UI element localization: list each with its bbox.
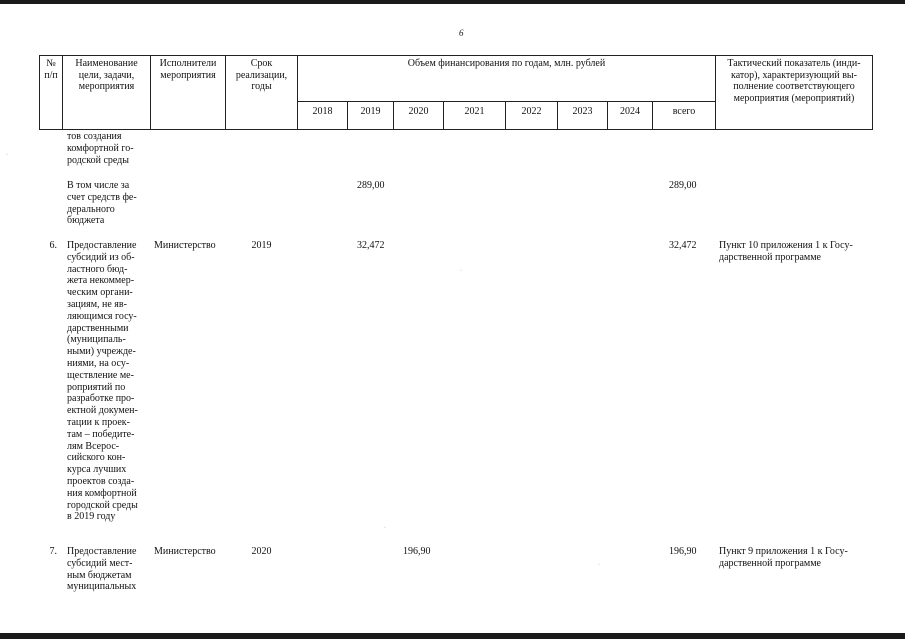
row-federal-total: 289,00 [669, 180, 697, 191]
header-top-border [39, 55, 873, 56]
row-continuation-name: тов создания комфортной го- родской среды [67, 131, 134, 166]
page-number: 6 [459, 28, 464, 38]
header-num: № п/п [44, 58, 58, 81]
row-7-total: 196,90 [669, 546, 697, 557]
header-bottom-border [39, 129, 873, 130]
row-6-term: 2019 [251, 240, 272, 251]
header-year-2022: 2022 [521, 106, 542, 117]
header-year-2023: 2023 [572, 106, 593, 117]
scan-speck: · [460, 268, 462, 274]
header-year-2020: 2020 [408, 106, 429, 117]
row-6-name: Предоставление субсидий из об- ластного бюд- жета некоммер- ческим органи- зациям, не яв- ляющимся госу- дарственными (муниципаль- ными) учрежде- ниями, на осу- ществление ме- роприятий по разработке про- ектной докумен- тации к проек- там – победите- лям Всерос- сийского кон- курса лучших проектов созда- ния комфортной городской среды в 2019 году [67, 240, 138, 523]
header-funding: Объем финансирования по годам, млн. рублей [407, 58, 606, 69]
row-6-executor: Министерство [154, 240, 216, 251]
top-scan-edge [0, 0, 905, 4]
bottom-scan-edge [0, 633, 905, 639]
header-total: всего [672, 106, 696, 117]
row-7-num: 7. [49, 546, 57, 557]
header-year-2018: 2018 [312, 106, 333, 117]
row-7-term: 2020 [251, 546, 272, 557]
col-border [872, 55, 873, 130]
row-7-name: Предоставление субсидий мест- ным бюджетам муниципальных [67, 546, 137, 593]
scan-speck: · [384, 525, 386, 531]
row-6-indicator: Пункт 10 приложения 1 к Госу- дарственной программе [719, 240, 853, 263]
scan-speck: · [6, 152, 8, 158]
row-7-2020: 196,90 [403, 546, 431, 557]
header-year-2024: 2024 [620, 106, 640, 117]
header-year-2019: 2019 [360, 106, 381, 117]
header-term: Срок реализации, годы [235, 58, 288, 92]
header-executors: Исполнители мероприятия [159, 58, 217, 81]
row-7-executor: Министерство [154, 546, 216, 557]
header-indicator: Тактический показатель (инди- катор), характеризующий вы- полнение соответствующего мероприятия (мероприятий) [727, 58, 861, 104]
row-federal-name: В том числе за счет средств фе- дерального бюджета [67, 180, 137, 227]
header-year-2021: 2021 [464, 106, 485, 117]
header-name: Наименование цели, задачи, мероприятия [75, 58, 138, 92]
row-6-total: 32,472 [669, 240, 697, 251]
row-6-num: 6. [49, 240, 57, 251]
scan-speck: · [598, 562, 600, 568]
row-7-indicator: Пункт 9 приложения 1 к Госу- дарственной программе [719, 546, 848, 569]
row-federal-2019: 289,00 [357, 180, 385, 191]
row-6-2019: 32,472 [357, 240, 385, 251]
